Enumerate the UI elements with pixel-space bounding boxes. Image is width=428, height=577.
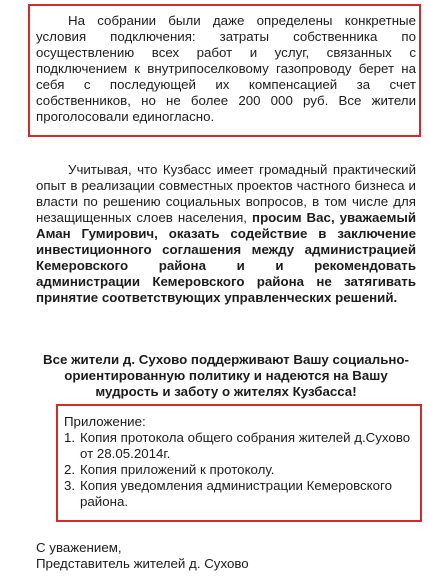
appendix-title: Приложение: xyxy=(64,414,146,429)
paragraph-request xyxy=(36,162,416,306)
appendix-item-number: 1. xyxy=(64,430,76,445)
appendix-list xyxy=(64,414,414,510)
appendix-item xyxy=(64,478,414,510)
appendix-item-text: Копия протокола общего собрания жителей д.Сухово от 28.05.2014г. xyxy=(80,430,411,461)
paragraph-request-intro: Учитывая, что Кузбасс имеет громадный практический опыт в реализации совместных проектов частного бизнеса и власти по решению социальных вопросов, в том числе для незащищенных слоев населения, xyxy=(36,162,416,225)
appendix-item-number: 3. xyxy=(64,478,76,493)
paragraph-conditions: На собрании были даже определены конкретные условия подключения: затраты собственника по осуществлению всех работ и услуг, связанных с подключением к внутрипоселковому газопроводу берет на себя с последующей их компенсацией за счет собственников, но не более 200 000 руб. Все жители проголосовали единогласно. xyxy=(36,13,416,124)
closing-signature xyxy=(36,540,416,572)
paragraph-support: Все жители д. Сухово поддерживают Вашу социально-ориентированную политику и надеются на Вашу мудрость и заботу о жителях Кузбасса! xyxy=(43,352,409,399)
appendix-item-number: 2. xyxy=(64,462,76,477)
appendix-item-text: Копия приложений к протоколу. xyxy=(80,462,275,477)
closing-representative: Представитель жителей д. Сухово xyxy=(36,556,249,571)
closing-greeting: С уважением, xyxy=(36,540,122,555)
paragraph-request-bold: просим Вас, уважаемый Аман Гумирович, оказать содействие в заключение инвестиционного соглашения между администрацией Кемеровского района и и рекомендовать администрации Кемеровского района не затягивать принятие соответствующих управленческих решений. xyxy=(36,210,417,305)
appendix-item xyxy=(64,430,414,462)
appendix-item xyxy=(64,462,414,478)
appendix-item-text: Копия уведомления администрации Кемеровского района. xyxy=(80,478,392,509)
